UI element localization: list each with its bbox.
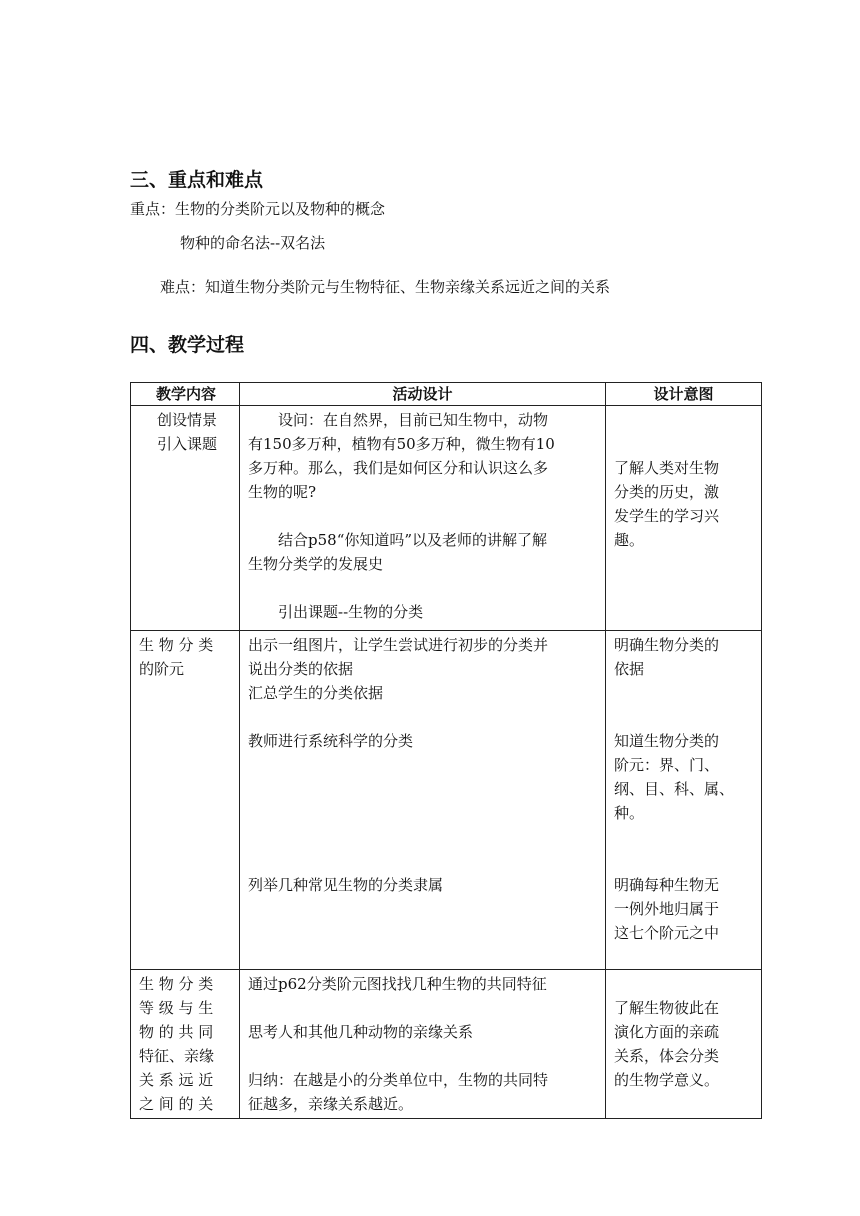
cell-line: 有150多万种，植物有50多万种，微生物有10: [248, 435, 555, 453]
cell-line: 创设情景: [156, 411, 217, 429]
header-activity-design: 活动设计: [240, 383, 606, 406]
cell-line: 思考人和其他几种动物的亲缘关系: [248, 1023, 474, 1041]
cell-line: 分类的历史，激: [614, 483, 720, 501]
cell-intent: [606, 970, 762, 1119]
cell-line: 趣。: [614, 531, 645, 549]
cell-content: [131, 406, 240, 631]
cell-line: 物 的 共 同: [139, 1023, 214, 1041]
cell-line: 设问：在自然界，目前已知生物中，动物: [278, 411, 549, 429]
cell-line: 关 系 远 近: [139, 1071, 214, 1089]
cell-line: 说出分类的依据: [248, 660, 354, 678]
cell-line: 特征、亲缘: [139, 1047, 215, 1065]
cell-activity: [240, 406, 606, 631]
key-point-text: 重点：生物的分类阶元以及物种的概念: [130, 200, 386, 218]
cell-line: 的阶元: [139, 660, 185, 678]
cell-line: 知道生物分类的: [614, 732, 720, 750]
table-row: [131, 631, 762, 970]
cell-line: 演化方面的亲疏: [614, 1023, 720, 1041]
section-heading-teaching-process: 四、教学过程: [130, 334, 245, 356]
cell-line: 明确生物分类的: [614, 636, 720, 654]
cell-line: 引入课题: [156, 435, 217, 453]
cell-line: 教师进行系统科学的分类: [248, 732, 414, 750]
cell-line: 生物分类学的发展史: [248, 555, 384, 573]
cell-activity: [240, 970, 606, 1119]
cell-line: 了解人类对生物: [614, 459, 720, 477]
cell-line: 关系，体会分类: [614, 1047, 720, 1065]
cell-line: 归纳：在越是小的分类单位中，生物的共同特: [248, 1071, 549, 1089]
cell-line: 引出课题--生物的分类: [278, 603, 424, 621]
header-teaching-content: 教学内容: [131, 383, 240, 406]
cell-line: 种。: [614, 804, 645, 822]
difficulty-text: 难点：知道生物分类阶元与生物特征、生物亲缘关系远近之间的关系: [160, 278, 611, 296]
section-heading-key-difficult: 三、重点和难点: [130, 169, 264, 191]
cell-intent: [606, 406, 762, 631]
teaching-process-table: [130, 382, 762, 1119]
cell-line: 通过p62分类阶元图找找几种生物的共同特征: [248, 975, 547, 993]
cell-line: 发学生的学习兴: [614, 507, 720, 525]
cell-line: 结合p58“你知道吗”以及老师的讲解了解: [278, 531, 548, 549]
cell-intent: [606, 631, 762, 970]
table-header-row: [131, 383, 762, 406]
cell-content: [131, 631, 240, 970]
cell-line: 明确每种生物无: [614, 876, 720, 894]
cell-line: 依据: [614, 660, 645, 678]
header-design-intent: 设计意图: [606, 383, 762, 406]
cell-line: 多万种。那么，我们是如何区分和认识这么多: [248, 459, 549, 477]
cell-line: 生物的呢?: [248, 483, 317, 501]
cell-line: 等 级 与 生: [139, 999, 214, 1017]
cell-activity: [240, 631, 606, 970]
cell-line: 征越多，亲缘关系越近。: [248, 1095, 414, 1113]
cell-content: [131, 970, 240, 1119]
cell-line: 纲、目、科、属、: [614, 780, 735, 798]
cell-line: 生 物 分 类: [139, 975, 214, 993]
key-point-text-2: 物种的命名法--双名法: [180, 234, 326, 252]
cell-line: 之 间 的 关: [139, 1095, 214, 1113]
cell-line: 列举几种常见生物的分类隶属: [248, 876, 444, 894]
cell-line: 出示一组图片，让学生尝试进行初步的分类并: [248, 636, 549, 654]
cell-line: 的生物学意义。: [614, 1071, 720, 1089]
cell-line: 汇总学生的分类依据: [248, 684, 384, 702]
cell-line: 了解生物彼此在: [614, 999, 720, 1017]
cell-line: 阶元：界、门、: [614, 756, 720, 774]
table-row: [131, 970, 762, 1119]
table-row: [131, 406, 762, 631]
cell-line: 一例外地归属于: [614, 900, 720, 918]
cell-line: 生 物 分 类: [139, 636, 214, 654]
cell-line: 这七个阶元之中: [614, 924, 720, 942]
